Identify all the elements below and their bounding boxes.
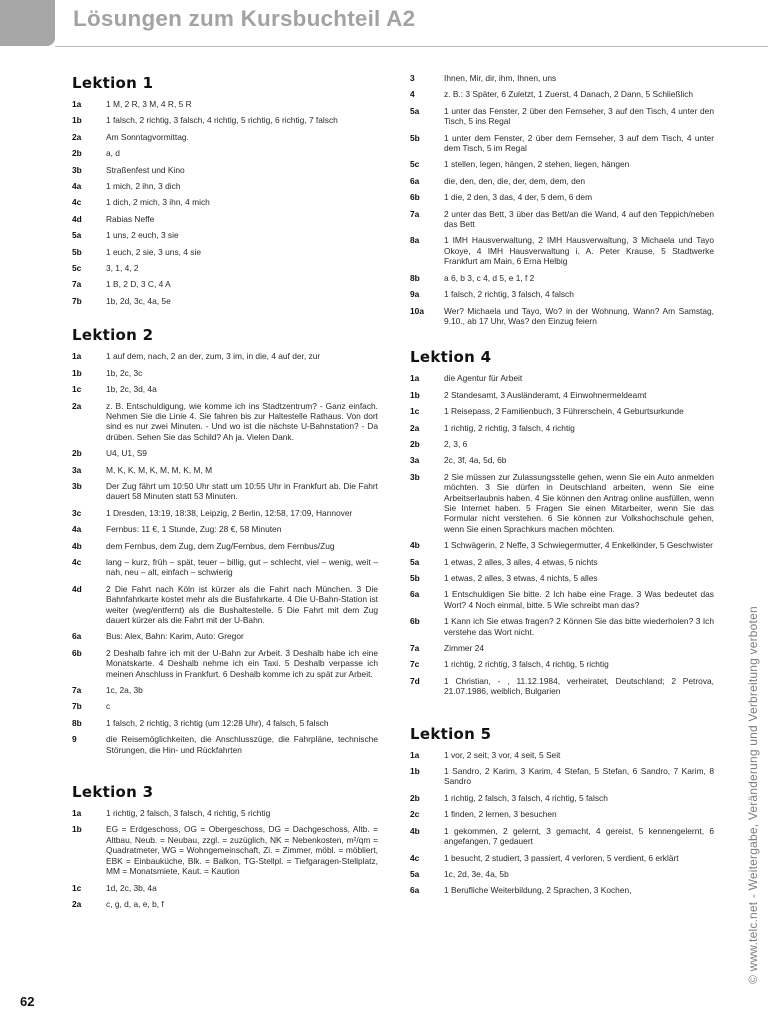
answer-entry (72, 99, 378, 109)
answer-entry (72, 685, 378, 695)
answer-entry (72, 368, 378, 378)
exercise-number: 1a (410, 373, 420, 384)
answer-entry (72, 132, 378, 142)
answer-text: 1 falsch, 2 richtig, 3 richtig (um 12:28 Uhr), 4 falsch, 5 falsch (106, 717, 329, 728)
exercise-number: 7c (410, 659, 420, 670)
answer-text: EG = Erdgeschoss, OG = Obergeschoss, DG = Dachgeschoss, Altb. = Altbau, Neub. = Neubau, zzgl. = zuzüglich, NK = Nebenkosten, m²/qm = Quadratmeter, WG = Wohngemeinschaft, Zi. = Zimmer, möbl. = möbliert, EBK = Einbauküche, Blk. = Balkon, TG-Stellpl. = Tiefgaragen-Stellplatz, MM = Monatsmiete, Kaut. = Kaution (106, 824, 378, 877)
answer-text: Straßenfest und Kino (106, 164, 185, 175)
exercise-number: 6b (72, 647, 82, 658)
lesson-heading: Lektion 4 (410, 348, 492, 367)
answer-text: 1 falsch, 2 richtig, 3 falsch, 4 falsch (444, 289, 574, 300)
exercise-number: 7d (410, 675, 420, 686)
answer-text: c, g, d, a, e, b, f (106, 898, 164, 909)
answer-text: 1 gekommen, 2 gelernt, 3 gemacht, 4 gereist, 5 kennengelernt, 6 angefangen, 7 gedauert (444, 825, 714, 847)
answer-text: 1 die, 2 den, 3 das, 4 der, 5 dem, 6 dem (444, 192, 593, 203)
answer-text: 2 Deshalb fahre ich mit der U-Bahn zur Arbeit. 3 Deshalb habe ich eine Monatskarte. 4 Deshalb nehme ich ein Taxi. 5 Deshalb verpasse ich meinen Anschluss in Frankfurt. 6 Deshalb komme ich zu spät zur Arbeit. (106, 647, 378, 679)
exercise-number: 4b (72, 540, 82, 551)
exercise-number: 2a (72, 400, 82, 411)
answer-entry (410, 73, 714, 83)
answer-text: 1 finden, 2 lernen, 3 besuchen (444, 809, 557, 820)
answer-text: Der Zug fährt um 10:50 Uhr statt um 10:55 Uhr in Frankfurt ab. Die Fahrt dauert 58 Minuten statt 53 Minuten. (106, 480, 378, 502)
answer-entry (72, 401, 378, 443)
exercise-number: 6a (410, 175, 420, 186)
answer-text: 1 B, 2 D, 3 C, 4 A (106, 279, 171, 290)
answer-text: 1b, 2c, 3c (106, 367, 143, 378)
answer-text: Ihnen, Mir, dir, ihm, Ihnen, uns (444, 73, 557, 83)
answer-entry (72, 247, 378, 257)
exercise-number: 1b (72, 115, 82, 126)
answer-text: 1 etwas, 2 alles, 3 alles, 4 etwas, 5 nichts (444, 556, 598, 567)
answer-text: 1d, 2c, 3b, 4a (106, 882, 157, 893)
answer-entry (72, 448, 378, 458)
lesson-section (410, 73, 714, 326)
answer-entry (410, 589, 714, 610)
answer-entry (410, 423, 714, 433)
exercise-number: 1c (410, 406, 420, 417)
answer-text: 1 Entschuldigen Sie bitte. 2 Ich habe eine Frage. 3 Was bedeutet das Wort? 4 Noch einmal, bitte. 5 Wie schreibt man das? (444, 589, 714, 610)
exercise-number: 6a (410, 885, 420, 896)
answer-text: 1c, 2d, 3e, 4a, 5b (444, 868, 509, 879)
answer-entry (72, 263, 378, 273)
answer-entry (72, 481, 378, 502)
exercise-number: 3c (72, 507, 82, 518)
answer-entry (72, 230, 378, 240)
answer-text: Fernbus: 11 €, 1 Stunde, Zug: 28 €, 58 Minuten (106, 524, 282, 535)
answer-text: 2 unter das Bett, 3 über das Bett/an die Wand, 4 auf den Teppich/neben das Bett (444, 208, 714, 230)
answer-entry (410, 793, 714, 803)
exercise-number: 8b (410, 272, 420, 283)
answer-entry (410, 676, 714, 697)
answer-text: 1 uns, 2 euch, 3 sie (106, 230, 179, 241)
lesson-section (72, 326, 378, 755)
exercise-number: 4a (72, 524, 82, 535)
answer-text: 1 euch, 2 sie, 3 uns, 4 sie (106, 246, 201, 257)
answer-text: U4, U1, S9 (106, 448, 147, 459)
answer-entry (410, 406, 714, 416)
lesson-section (72, 74, 378, 306)
exercise-number: 4b (410, 825, 420, 836)
answer-text: 2 Sie müssen zur Zulassungsstelle gehen, wenn Sie ein Auto anmelden möchten. 3 Sie dürfen in Deutschland arbeiten, wenn Sie eine Arbeitserlaubnis haben. 4 Sie können den Antrag online ausfüllen, wenn Sie Internet haben. 5 Fragen Sie einen Mitarbeiter, wenn Sie das Formular nicht verstehen. 6 Sie können zur Volkshochschule gehen, wenn Sie einen Sprachkurs machen möchten. (444, 471, 714, 534)
answer-text: die, den, den, die, der, dem, dem, den (444, 175, 586, 186)
answer-entry (410, 373, 714, 383)
answer-entry (72, 899, 378, 909)
answer-text: 1 auf dem, nach, 2 an der, zum, 3 im, in die, 4 auf der, zur (106, 351, 321, 362)
exercise-number: 8b (72, 717, 82, 728)
answer-text: 1 richtig, 2 richtig, 3 falsch, 4 richtig, 5 richtig (444, 659, 609, 670)
answer-entry (72, 465, 378, 475)
exercise-number: 2a (410, 422, 420, 433)
exercise-number: 1c (72, 882, 82, 893)
exercise-number: 4b (410, 540, 420, 551)
answer-entry (410, 659, 714, 669)
answer-entry (72, 631, 378, 641)
answer-text: dem Fernbus, dem Zug, dem Zug/Fernbus, dem Fernbus/Zug (106, 540, 335, 551)
answer-text: Rabias Neffe (106, 213, 155, 224)
answer-entry (410, 192, 714, 202)
answer-text: 1 Schwägerin, 2 Neffe, 3 Schwiegermutter, 4 Enkelkinder, 5 Geschwister (444, 540, 713, 551)
answer-entry (72, 165, 378, 175)
answer-entry (72, 181, 378, 191)
answer-entry (410, 869, 714, 879)
lesson-section (72, 783, 378, 909)
answer-text: 2 Standesamt, 3 Ausländeramt, 4 Einwohnermeldeamt (444, 389, 647, 400)
answer-entry (72, 279, 378, 289)
exercise-number: 3a (410, 455, 420, 466)
exercise-number: 9a (410, 289, 420, 300)
answer-entry (72, 214, 378, 224)
answer-entry (72, 541, 378, 551)
answer-entry (72, 734, 378, 755)
answer-text: 1 Christian, - , 11.12.1984, verheiratet, Deutschland; 2 Petrova, 21.07.1986, weiblich, Bulgarien (444, 675, 714, 697)
page-title: Lösungen zum Kursbuchteil A2 (73, 6, 416, 31)
copyright-notice: © www.telc.net - Weitergabe, Veränderung und Verbreitung verboten (746, 606, 760, 984)
exercise-number: 6a (410, 589, 420, 600)
exercise-number: 4c (410, 852, 420, 863)
exercise-number: 2a (72, 898, 82, 909)
exercise-number: 6b (410, 192, 420, 203)
answer-text: 1 besucht, 2 studiert, 3 passiert, 4 verloren, 5 verdient, 6 erklärt (444, 852, 679, 863)
answer-entry (410, 235, 714, 266)
answer-text: z. B.: 3 Später, 6 Zuletzt, 1 Zuerst, 4 Danach, 2 Dann, 5 Schließlich (444, 89, 694, 100)
answer-entry (410, 766, 714, 787)
answer-text: 1b, 2c, 3d, 4a (106, 384, 157, 395)
exercise-number: 7b (72, 295, 82, 306)
exercise-number: 1b (72, 824, 82, 835)
answer-text: 2c, 3f, 4a, 5d, 6b (444, 455, 507, 466)
answer-entry (410, 289, 714, 299)
answer-text: 1 Reisepass, 2 Familienbuch, 3 Führerschein, 4 Geburtsurkunde (444, 406, 684, 417)
answer-text: 1 falsch, 2 richtig, 3 falsch, 4 richtig, 5 richtig, 6 richtig, 7 falsch (106, 115, 338, 126)
answer-entry (72, 718, 378, 728)
answer-entry (410, 209, 714, 230)
exercise-number: 6a (72, 631, 82, 642)
answer-text: Zimmer 24 (444, 643, 485, 654)
answer-entry (72, 115, 378, 125)
answer-text: 1 Berufliche Weiterbildung, 2 Sprachen, 3 Kochen, (444, 885, 632, 896)
exercise-number: 1a (410, 749, 420, 760)
answer-entry (72, 648, 378, 679)
exercise-number: 3b (410, 471, 420, 482)
exercise-number: 1a (72, 99, 82, 109)
answer-text: 1 vor, 2 seit, 3 vor, 4 seit, 5 Seit (444, 749, 561, 760)
answer-entry (410, 643, 714, 653)
exercise-number: 7a (72, 279, 82, 290)
answer-text: 1b, 2d, 3c, 4a, 5e (106, 295, 171, 306)
answer-text: 1 stellen, legen, hängen, 2 stehen, liegen, hängen (444, 159, 630, 170)
exercise-number: 2c (410, 809, 420, 820)
exercise-number: 9 (72, 734, 77, 745)
answer-entry (410, 133, 714, 154)
answer-text: 1 richtig, 2 falsch, 3 falsch, 4 richtig, 5 falsch (444, 792, 608, 803)
exercise-number: 1a (72, 808, 82, 819)
exercise-number: 1b (72, 367, 82, 378)
answer-text: 1 M, 2 R, 3 M, 4 R, 5 R (106, 99, 192, 109)
answer-text: 1 Sandro, 2 Karim, 3 Karim, 4 Stefan, 5 Stefan, 6 Sandro, 7 Karim, 8 Sandro (444, 766, 714, 787)
exercise-number: 2b (72, 448, 82, 459)
exercise-number: 2a (72, 131, 82, 142)
answer-entry (410, 306, 714, 327)
answer-entry (410, 472, 714, 534)
exercise-number: 1c (72, 384, 82, 395)
answer-text: M, K, K, M, K, M, M, K, M, M (106, 464, 213, 475)
answer-entry (72, 508, 378, 518)
exercise-number: 5a (410, 868, 420, 879)
exercise-number: 7a (410, 208, 420, 219)
answer-entry (410, 455, 714, 465)
answer-entry (72, 197, 378, 207)
answer-text: Wer? Michaela und Tayo, Wo? in der Wohnung, Wann? Am Samstag, 9.10., ab 17 Uhr, Was? den Einzug feiern (444, 305, 714, 326)
answer-entry (72, 701, 378, 711)
exercise-number: 7b (72, 701, 82, 712)
header-rule (55, 46, 768, 47)
answer-entry (410, 390, 714, 400)
answer-entry (72, 384, 378, 394)
answer-text: 2 Die Fahrt nach Köln ist kürzer als die Fahrt nach München. 3 Die Bahnfahrkarte kostet mehr als die Busfahrkarte. 4 Die U-Bahn-Station ist weiter (weg/entfernt) als die Bushaltestelle. 5 Die Fahrt mit dem Zug dauert kürzer als die Fahrt mit der U-Bahn. (106, 583, 378, 625)
lesson-heading: Lektion 2 (72, 326, 154, 345)
answer-text: 1 IMH Hausverwaltung, 2 IMH Hausverwaltung, 3 Michaela und Tayo Okoye, 4 IMH Hausverwaltung i. A. Peter Krause, 5 Stadtwerke Frankfurt am Main, 6 Erna Helbig (444, 235, 714, 267)
page-number: 62 (20, 994, 35, 1009)
answer-entry (410, 540, 714, 550)
right-column (410, 73, 714, 902)
answer-text: die Reisemöglichkeiten, die Anschlusszüge, die Fahrpläne, technische Störungen, die Hin- und Rückfahrten (106, 734, 378, 755)
header-corner-tab (0, 0, 55, 46)
exercise-number: 1a (72, 351, 82, 362)
answer-text: 1 unter dem Fenster, 2 über dem Fernseher, 3 auf dem Tisch, 4 unter dem Tisch, 5 im Regal (444, 132, 714, 154)
answer-entry (410, 89, 714, 99)
lesson-heading: Lektion 5 (410, 724, 492, 743)
answer-text: 1 mich, 2 ihn, 3 dich (106, 181, 181, 192)
answer-entry (72, 824, 378, 876)
answer-entry (410, 573, 714, 583)
lesson-heading: Lektion 1 (72, 74, 154, 92)
answer-entry (410, 439, 714, 449)
exercise-number: 5a (72, 230, 82, 241)
exercise-number: 4d (72, 213, 82, 224)
answer-text: 1 richtig, 2 falsch, 3 falsch, 4 richtig, 5 richtig (106, 808, 271, 819)
answer-entry (72, 883, 378, 893)
exercise-number: 5b (72, 246, 82, 257)
exercise-number: 6b (410, 616, 420, 627)
exercise-number: 7a (410, 643, 420, 654)
answer-entry (72, 524, 378, 534)
answer-entry (410, 853, 714, 863)
answer-text: a 6, b 3, c 4, d 5, e 1, f 2 (444, 272, 535, 283)
answer-text: 1 dich, 2 mich, 3 ihn, 4 mich (106, 197, 210, 208)
exercise-number: 1b (410, 389, 420, 400)
exercise-number: 4c (72, 556, 82, 567)
answer-text: Am Sonntagvormittag. (106, 131, 189, 142)
lesson-section (410, 725, 714, 896)
answer-entry (410, 176, 714, 186)
exercise-number: 3a (72, 464, 82, 475)
exercise-number: 4 (410, 89, 415, 100)
answer-text: Bus: Alex, Bahn: Karim, Auto: Gregor (106, 631, 244, 642)
answer-text: lang – kurz, früh – spät, teuer – billig, gut – schlecht, viel – wenig, weit – nah, neu – alt, einfach – schwierig (106, 556, 378, 578)
exercise-number: 7a (72, 685, 82, 696)
answer-entry (410, 885, 714, 895)
exercise-number: 8a (410, 235, 420, 246)
answer-entry (72, 296, 378, 306)
answer-entry (72, 584, 378, 626)
answer-entry (410, 273, 714, 283)
exercise-number: 4c (72, 197, 82, 208)
answer-text: 1 etwas, 2 alles, 3 etwas, 4 nichts, 5 alles (444, 573, 598, 583)
answer-text: 3, 1, 4, 2 (106, 263, 139, 274)
answer-text: c (106, 701, 111, 712)
answer-text: 1 richtig, 2 richtig, 3 falsch, 4 richtig (444, 422, 575, 433)
answer-text: z. B. Entschuldigung, wie komme ich ins Stadtzentrum? - Ganz einfach. Nehmen Sie die Linie 4. Sie fahren bis zur Haltestelle Rathaus. Von dort sind es nur zwei Minuten. - Und wo ist die nächste U-Bahnstation? - Da drüben. Sehen Sie das Schild? Ah ja. Vielen Dank. (106, 400, 378, 442)
exercise-number: 4d (72, 583, 82, 594)
answer-text: die Agentur für Arbeit (444, 373, 523, 384)
exercise-number: 2b (410, 438, 420, 449)
answer-entry (410, 750, 714, 760)
exercise-number: 5b (410, 573, 420, 583)
exercise-number: 5b (410, 132, 420, 143)
answer-entry (410, 159, 714, 169)
answer-entry (410, 106, 714, 127)
answer-entry (72, 557, 378, 578)
exercise-number: 5a (410, 105, 420, 116)
answer-entry (410, 557, 714, 567)
exercise-number: 1b (410, 766, 420, 777)
answer-entry (410, 826, 714, 847)
answer-text: a, d (106, 148, 120, 159)
lesson-section (410, 348, 714, 696)
exercise-number: 3b (72, 480, 82, 491)
answer-entry (72, 351, 378, 361)
exercise-number: 5c (72, 263, 82, 274)
answer-entry (72, 808, 378, 818)
exercise-number: 5a (410, 556, 420, 567)
answer-entry (72, 148, 378, 158)
answer-entry (410, 616, 714, 637)
exercise-number: 10a (410, 305, 424, 316)
exercise-number: 3b (72, 164, 82, 175)
exercise-number: 3 (410, 73, 415, 83)
exercise-number: 2b (72, 148, 82, 159)
answer-text: 1c, 2a, 3b (106, 685, 143, 696)
answer-entry (410, 809, 714, 819)
answer-text: 2, 3, 6 (444, 438, 468, 449)
exercise-number: 5c (410, 159, 420, 170)
exercise-number: 4a (72, 181, 82, 192)
answer-text: 1 unter das Fenster, 2 über den Fernseher, 3 auf den Tisch, 4 unter den Tisch, 5 ins Regal (444, 105, 714, 127)
lesson-heading: Lektion 3 (72, 783, 154, 802)
answer-text: 1 Dresden, 13:19, 18:38, Leipzig, 2 Berlin, 12:58, 17:09, Hannover (106, 507, 353, 518)
exercise-number: 2b (410, 792, 420, 803)
left-column (72, 74, 378, 915)
answer-text: 1 Kann ich Sie etwas fragen? 2 Können Sie das bitte wiederholen? 3 Ich verstehe das Wort nicht. (444, 616, 714, 637)
